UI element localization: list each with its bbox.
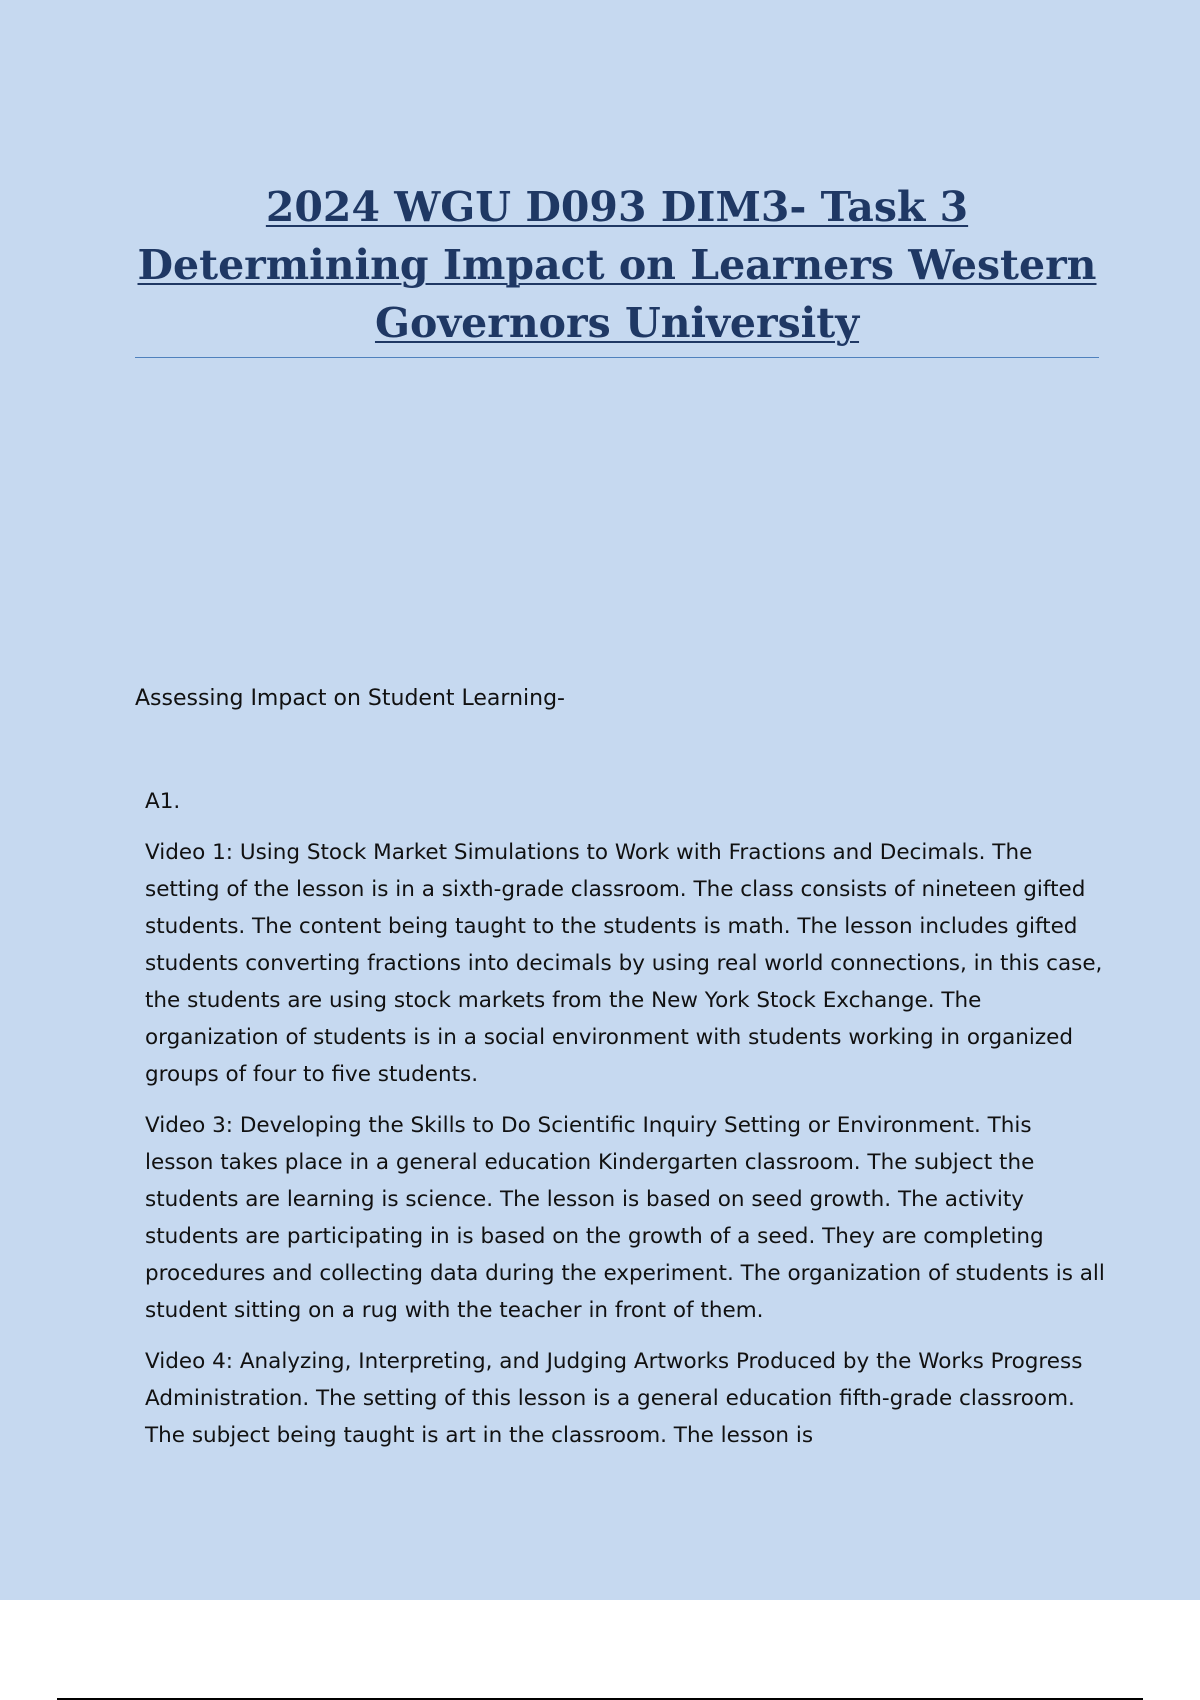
body-text bbox=[145, 783, 1105, 1468]
paragraph-video-1: Video 1: Using Stock Market Simulations to Work with Fractions and Decimals. The setting of the lesson is in a sixth-grade classroom. The class consists of nineteen gifted students. The content being taught to the students is math. The lesson includes gifted students converting fractions into decimals by using real world connections, in this case, the students are using stock markets from the New York Stock Exchange. The organization of students is in a social environment with students working in organized groups of four to five students. bbox=[145, 840, 1103, 1087]
paragraph-video-4: Video 4: Analyzing, Interpreting, and Judging Artworks Produced by the Works Progress Administration. The setting of this lesson is a general education fifth-grade classroom. The subject being taught is art in the classroom. The lesson is bbox=[145, 1349, 1083, 1448]
section-heading: Assessing Impact on Student Learning- bbox=[135, 686, 565, 711]
paragraph-video-3: Video 3: Developing the Skills to Do Scientific Inquiry Setting or Environment. This lesson takes place in a general education Kindergarten classroom. The subject the students are learning is science. The lesson is based on seed growth. The activity students are participating in is based on the growth of a seed. They are completing procedures and collecting data during the experiment. The organization of students is all student sitting on a rug with the teacher in front of them. bbox=[145, 1113, 1105, 1323]
title-divider bbox=[135, 357, 1099, 358]
paragraph-label: A1. bbox=[145, 789, 181, 814]
document-title: 2024 WGU D093 DIM3- Task 3 Determining Impact on Learners Western Governors University bbox=[137, 183, 1097, 347]
